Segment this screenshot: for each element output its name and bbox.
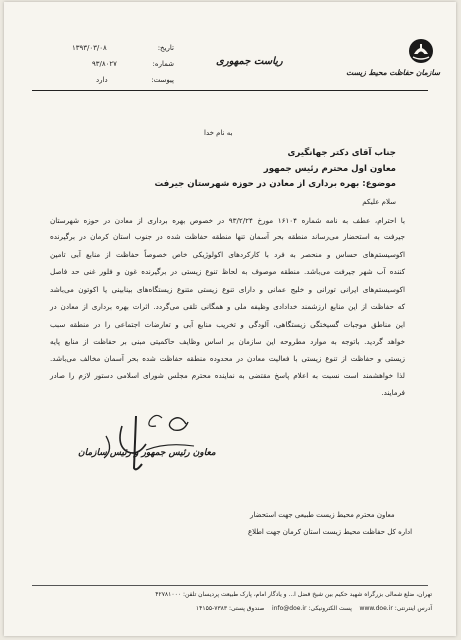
email-label: پست الکترونیکی: bbox=[308, 605, 352, 612]
header-divider bbox=[32, 90, 428, 91]
body-line: کننده آب شهر جیرفت می‌باشد. منطقه موصوف به لحاظ تنوع زیستی در برگیرنده غون و فلور غنی حد فاصل bbox=[50, 267, 405, 276]
body-line: فرمایند. bbox=[381, 388, 405, 397]
body-line: اکوسیستم‌های حساس و منحصر به فرد با کارکردهای اکولوژیکی خاص خصوصاً حفاظت از منابع آبی تامین bbox=[50, 250, 405, 259]
body-line: این مناطق موجبات گسیختگی زیستگاهی، آلودگی و تخریب منابع آبی و تعارضات اجتماعی را در منطقه سبب bbox=[50, 320, 405, 329]
signature-title: معاون رئیس جمهور و رئیس سازمان bbox=[78, 448, 216, 458]
body-line: با احترام، عطف به نامه شماره ۱۶۱۰۴ مورخ ۹۳/۲/۲۴ در خصوص بهره برداری از معادن در حوزه شهرستان bbox=[50, 216, 405, 225]
footer-divider bbox=[32, 585, 428, 586]
number-label: شماره: bbox=[152, 60, 174, 68]
recipient-name: جناب آقای دکتر جهانگیری bbox=[287, 148, 396, 158]
body-line: که حفاظت از این منابع ارزشمند خدادادی وظیفه ملی و همگانی تلقی می‌گردد. اثرات بهره برداری از معادن در bbox=[50, 302, 405, 311]
pobox: صندوق پستی: ۷۳۸۳-۱۴۱۵۵ bbox=[195, 605, 265, 612]
subject-line: موضوع: بهره برداری از معادن در حوزه شهرستان جیرفت bbox=[154, 179, 396, 189]
greeting: سلام علیکم bbox=[362, 198, 396, 206]
cc-line: اداره کل حفاظت محیط زیست استان کرمان جهت اطلاع bbox=[248, 528, 413, 536]
org-name: سازمان حفاظت محیط زیست bbox=[346, 68, 440, 77]
website-link[interactable]: www.doe.ir bbox=[359, 605, 393, 612]
cc-line: معاون محترم محیط زیست طبیعی جهت استحضار bbox=[250, 511, 395, 519]
handwritten-signature bbox=[76, 406, 226, 478]
date-value: ۱۳۹۳/۰۳/۰۸ bbox=[72, 44, 107, 52]
attachment-value: دارد bbox=[96, 76, 108, 84]
attachment-label: پیوست: bbox=[151, 76, 174, 84]
date-label: تاریخ: bbox=[157, 44, 174, 52]
body-line: خواهد گردید. باتوجه به موارد مطروحه این سازمان بر اساس وظایف حاکمیتی مبنی بر حفاظت از منابع پایه bbox=[50, 337, 405, 346]
body-line: زیستی و حفاظت از تنوع زیستی با فعالیت معادن در محدوده منطقه حفاظت شده بحر آسمان مخالف می‌باشد. bbox=[50, 354, 405, 363]
letter-page bbox=[4, 2, 456, 636]
body-line: جیرفت به استحضار می‌رساند منطقه بحر آسمان تنها منطقه حفاظت شده در جنوب استان کرمان در برگیرنده bbox=[50, 232, 405, 241]
number-value: ۹۳/۸۰۲۷ bbox=[92, 60, 117, 68]
email-link[interactable]: info@doe.ir bbox=[272, 605, 307, 612]
body-line: لذا خواهشمند است نسبت به اعلام پاسخ مقتضی به نماینده محترم مجلس شورای اسلامی دستور لازم را صادر bbox=[50, 371, 405, 380]
footer-address: تهران، ضلع شمالی بزرگراه شهید حکیم بین شیخ فضل ا... و یادگار امام، پارک طبیعت پردیسان تلفن: ۴۲۷۸۱۰۰۰ bbox=[155, 591, 432, 598]
body-line: اکوسیستم‌های ایرانی تورانی و خلیج عمانی و دارای تنوع زیستی متنوع زیستگاه‌های بینابینی یا اکوتون می‌باشد bbox=[50, 285, 405, 294]
presidency-title: ریاست جمهوری bbox=[216, 56, 283, 67]
recipient-title: معاون اول محترم رئیس جمهور bbox=[263, 164, 396, 174]
website-label: آدرس اینترنتی: bbox=[394, 605, 432, 612]
doe-logo-icon bbox=[408, 38, 434, 64]
footer-contacts bbox=[196, 605, 432, 612]
basmala: به نام خدا bbox=[204, 129, 233, 137]
